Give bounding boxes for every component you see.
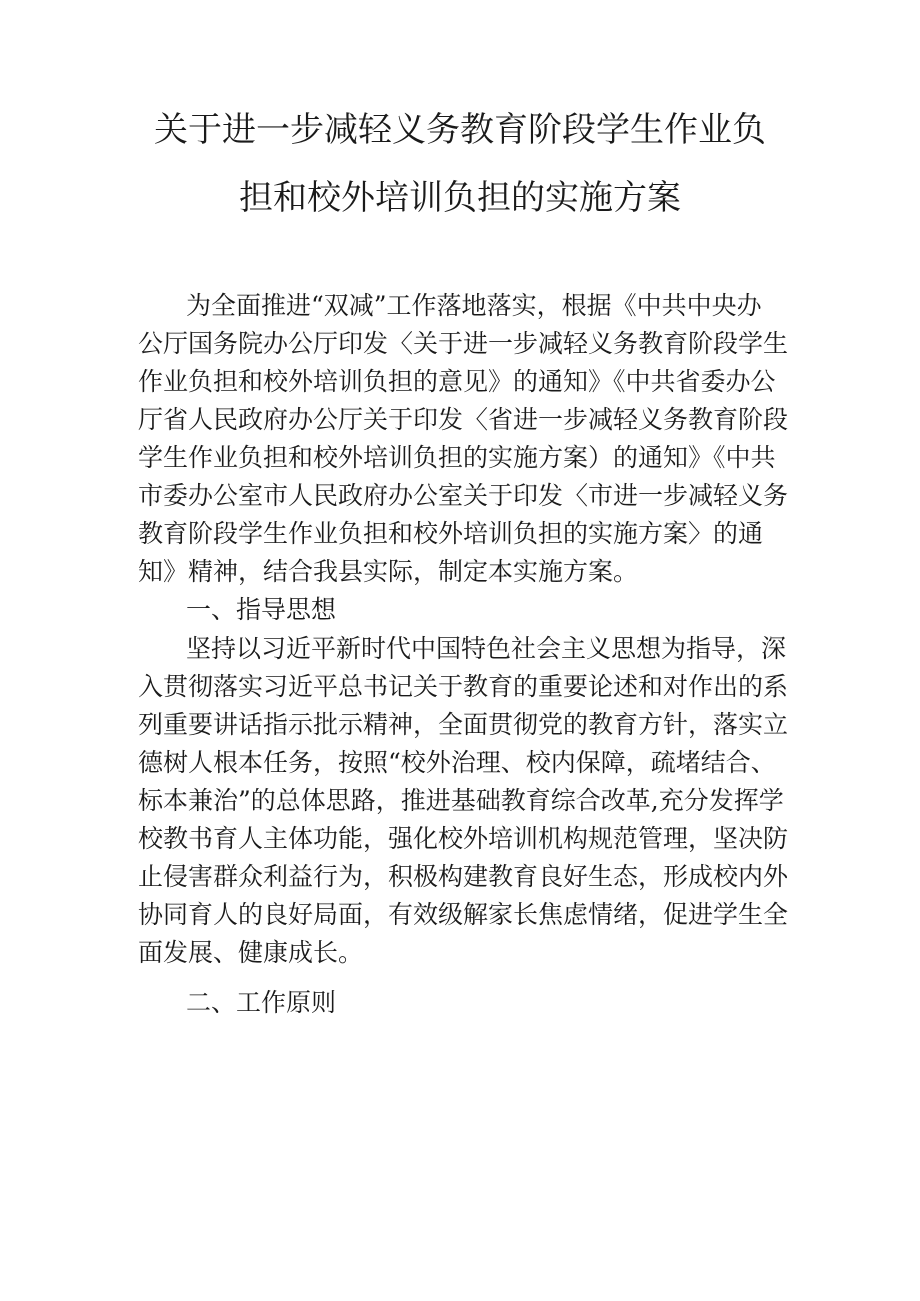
- intro-line: 教育阶段学生作业负担和校外培训负担的实施方案〉的通: [138, 519, 764, 548]
- document-title-line-1: 关于进一步减轻义务教育阶段学生作业负: [154, 110, 766, 150]
- section-1-line: 标本兼治”的总体思路，推进基础教育综合改革,充分发挥学: [138, 786, 784, 815]
- intro-line: 厅省人民政府办公厅关于印发〈省进一步减轻义务教育阶段: [138, 405, 789, 434]
- section-1-line: 坚持以习近平新时代中国特色社会主义思想为指导，深: [186, 634, 787, 663]
- intro-line: 作业负担和校外培训负担的意见》的通知》《中共省委办公: [138, 367, 776, 396]
- intro-line: 知》精神，结合我县实际，制定本实施方案。: [138, 557, 639, 586]
- section-1-line: 校教书育人主体功能，强化校外培训机构规范管理，坚决防: [138, 824, 789, 853]
- intro-line: 市委办公室市人民政府办公室关于印发〈市进一步减轻义务: [138, 481, 789, 510]
- section-2-heading: 二、工作原则: [186, 988, 337, 1017]
- intro-line: 公厅国务院办公厅印发〈关于进一步减轻义务教育阶段学生: [138, 329, 789, 358]
- section-1-line: 列重要讲话指示批示精神，全面贯彻党的教育方针，落实立: [138, 710, 789, 739]
- intro-line: 为全面推进“双减”工作落地落实，根据《中共中央办: [186, 291, 762, 320]
- section-1-line: 协同育人的良好局面，有效级解家长焦虑情绪，促进学生全: [138, 900, 789, 929]
- section-1-line: 入贯彻落实习近平总书记关于教育的重要论述和对作出的系: [138, 672, 789, 701]
- section-1-heading: 一、指导思想: [186, 595, 337, 624]
- intro-line: 学生作业负担和校外培训负担的实施方案）的通知》《中共: [138, 443, 776, 472]
- document-title-line-2: 担和校外培训负担的实施方案: [239, 178, 681, 218]
- section-1-line: 面发展、健康成长。: [138, 938, 364, 967]
- section-1-line: 止侵害群众利益行为，积极构建教育良好生态，形成校内外: [138, 862, 789, 891]
- section-1-line: 德树人根本任务，按照“校外治理、校内保障，疏堵结合、: [138, 748, 776, 777]
- document-body: [138, 287, 798, 1022]
